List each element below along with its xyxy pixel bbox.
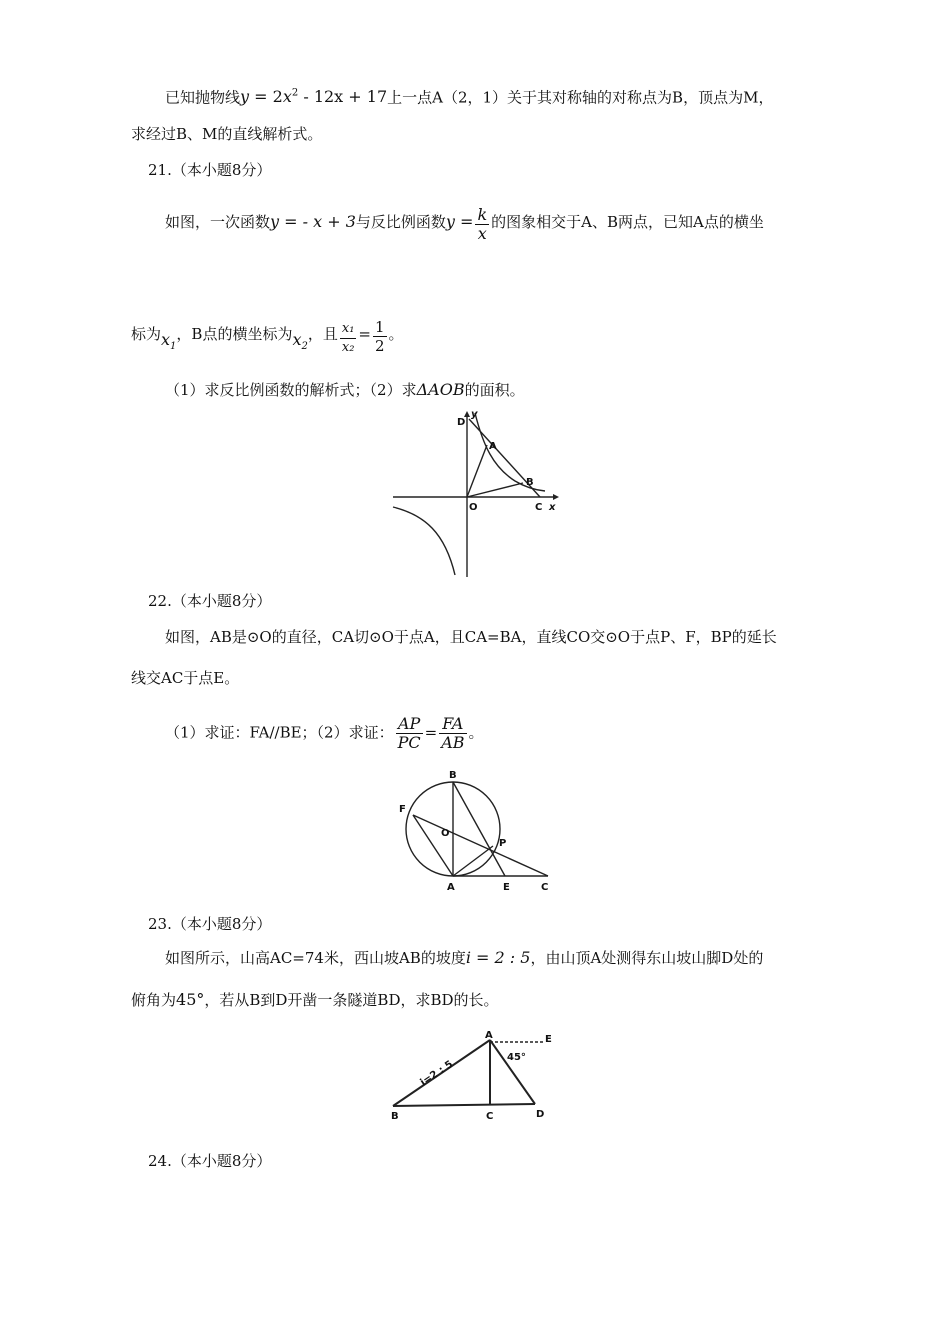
hyperbola-upper-branch	[475, 413, 545, 491]
label-d: D	[536, 1109, 545, 1120]
x1-over-x2-fraction: $\frac{\text{x₁}}{\text{x₂}}$	[341, 321, 355, 355]
x2-symbol: $x_2$	[292, 330, 308, 353]
slope-ad	[490, 1040, 535, 1104]
inverse-function-lhs: y =	[445, 212, 474, 231]
label-o: O	[469, 502, 478, 513]
label-angle: 45°	[507, 1052, 526, 1063]
p20-line-2: 求经过B、M的直线解析式。	[131, 125, 323, 143]
fa-over-ab-fraction: $\frac{FA}{AB}$	[441, 714, 465, 752]
triangle-aob: ΔAOB	[416, 380, 465, 399]
label-b: B	[391, 1111, 399, 1122]
label-a: A	[447, 882, 455, 893]
q24-header: 24.（本小题8分）	[148, 1152, 272, 1170]
text: 上一点A（2，1）关于其对称轴的对称点为B，顶点为M，	[387, 88, 774, 107]
one-half-fraction: $\frac{1}{2}$	[375, 318, 385, 355]
q23-line-1: 如图所示，山高AC=74米，西山坡AB的坡度i = 2 : 5，由山顶A处测得东山坡山脚D处的	[165, 948, 764, 967]
q21-header: 21.（本小题8分）	[148, 161, 272, 179]
label-e: E	[545, 1034, 552, 1045]
q23-header: 23.（本小题8分）	[148, 915, 272, 933]
label-e: E	[503, 882, 510, 893]
label-f: F	[399, 804, 406, 815]
label-a: A	[485, 1030, 493, 1041]
label-x: x	[549, 502, 556, 513]
label-p: P	[499, 838, 507, 849]
q21-line-3: （1）求反比例函数的解析式；（2）求ΔAOB的面积。	[165, 380, 525, 399]
p20-line-1	[165, 84, 773, 107]
q22-header: 22.（本小题8分）	[148, 592, 272, 610]
q23-figure	[385, 1028, 565, 1123]
x-axis-arrow	[553, 494, 559, 500]
label-b: B	[526, 477, 534, 488]
q21-line-2: 标为$x_1$，B点的横坐标为$x_2$，且 $\frac{\text{x₁}}{\text{x₂}}$ = $\frac{1}{2}$ 。	[131, 318, 404, 355]
parabola-equation: $y = 2x^2 - 12x + 17$	[240, 87, 388, 107]
label-o: O	[441, 828, 450, 839]
label-c: C	[535, 502, 543, 513]
q22-figure	[393, 766, 563, 896]
q22-line-2: 线交AC于点E。	[131, 669, 240, 687]
label-d: D	[457, 417, 466, 428]
slope-ratio: i = 2 : 5	[465, 948, 531, 967]
k-over-x-fraction: $\frac{k}{x}$	[477, 205, 488, 243]
q21-line-1: 如图，一次函数y = - x + 3与反比例函数y = $\frac{k}{x}$ 的图象相交于A、B两点，已知A点的横坐	[165, 205, 764, 243]
q22-line-1: 如图，AB是⊙O的直径，CA切⊙O于点A，且CA=BA，直线CO交⊙O于点P、F，BP的延长	[165, 628, 777, 646]
segment-ob	[467, 483, 523, 497]
label-y: y	[471, 409, 478, 420]
hyperbola-lower-branch	[393, 507, 455, 575]
label-c: C	[486, 1111, 494, 1122]
segment-be	[453, 782, 505, 876]
ap-over-pc-fraction: $\frac{AP}{PC}$	[397, 714, 421, 752]
q21-figure	[385, 405, 570, 580]
x1-symbol: $x_1$	[161, 330, 177, 353]
segment-oa	[467, 445, 487, 497]
base-bd	[393, 1104, 535, 1106]
label-a: A	[489, 441, 497, 452]
text: 已知抛物线	[165, 88, 241, 107]
label-slope: i=2 : 5	[418, 1058, 456, 1089]
label-c: C	[541, 882, 549, 893]
label-b: B	[449, 770, 457, 781]
q23-line-2: 俯角为45°，若从B到D开凿一条隧道BD，求BD的长。	[131, 990, 499, 1009]
linear-function: y = - x + 3	[270, 212, 356, 231]
depression-angle: 45°	[176, 990, 205, 1009]
q22-line-3: （1）求证：FA//BE；（2）求证： $\frac{AP}{PC}$ = $\frac{FA}{AB}$ 。	[165, 714, 484, 752]
